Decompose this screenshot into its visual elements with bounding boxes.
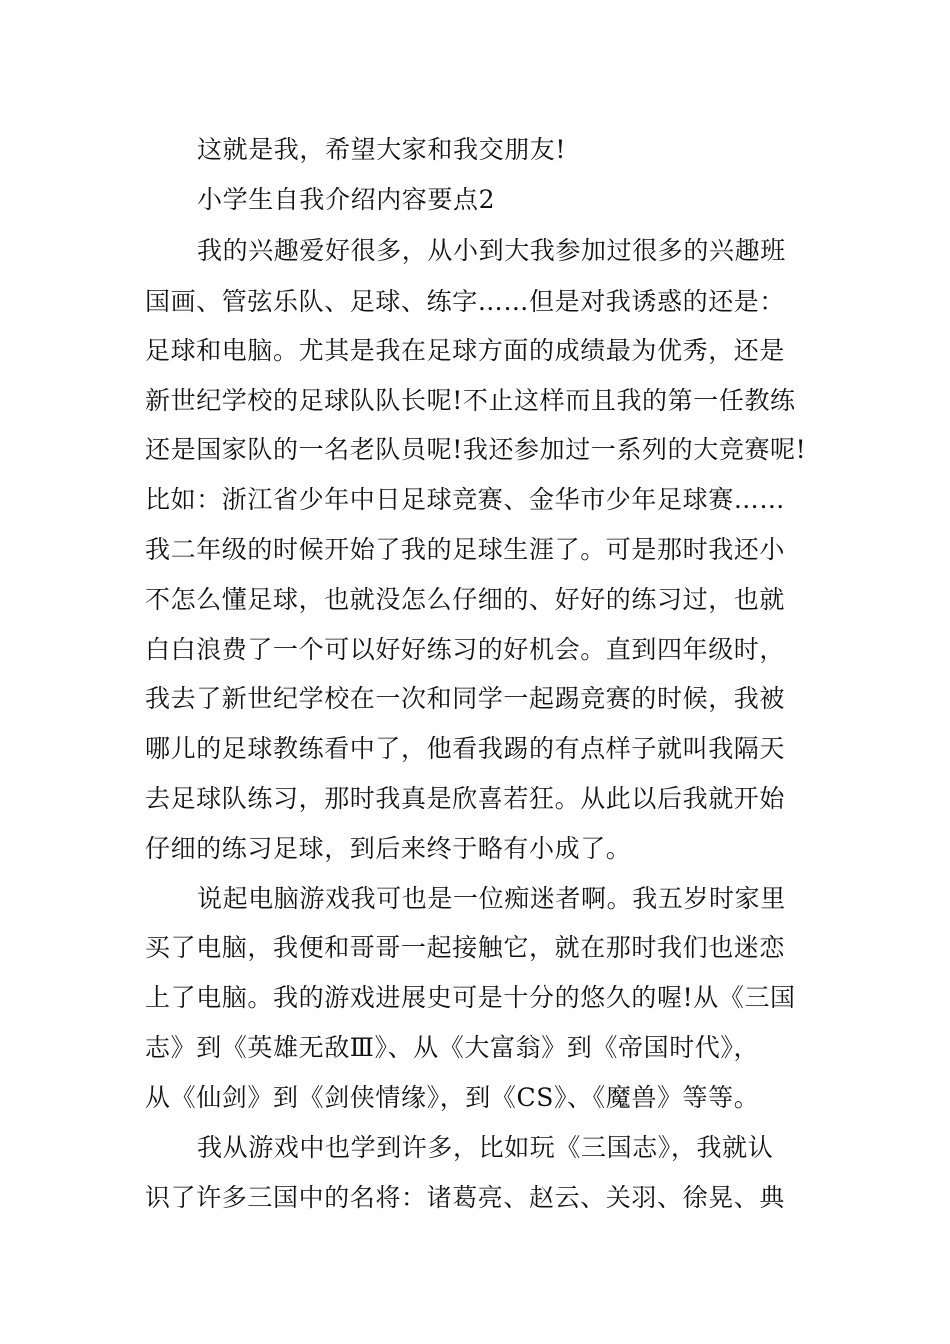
text-line: 新世纪学校的足球队队长呢!不止这样而且我的第一任教练 [145,386,796,415]
text-line: 比如：浙江省少年中日足球竞赛、金华市少年足球赛…… [145,485,786,514]
text-line: 去足球队练习，那时我真是欣喜若狂。从此以后我就开始 [145,784,786,813]
text-line: 还是国家队的一名老队员呢!我还参加过一系列的大竞赛呢! [145,435,807,464]
text-line: 我的兴趣爱好很多，从小到大我参加过很多的兴趣班 [197,236,786,265]
text-line: 我二年级的时候开始了我的足球生涯了。可是那时我还小 [145,535,786,564]
text-line: 仔细的练习足球，到后来终于略有小成了。 [145,834,632,863]
text-line: 从《仙剑》到《剑侠情缘》，到《CS》、《魔兽》等等。 [145,1083,760,1112]
text-line: 识了许多三国中的名将：诸葛亮、赵云、关羽、徐晃、典 [145,1183,786,1212]
text-line: 国画、管弦乐队、足球、练字……但是对我诱惑的还是： [145,287,786,316]
text-line: 不怎么懂足球，也就没怎么仔细的、好好的练习过，也就 [145,585,786,614]
text-line: 志》到《英雄无敌Ⅲ》、从《大富翁》到《帝国时代》， [145,1033,760,1062]
text-line: 上了电脑。我的游戏进展史可是十分的悠久的喔!从《三国 [145,983,796,1012]
text-line: 说起电脑游戏我可也是一位痴迷者啊。我五岁时家里 [197,884,786,913]
section-heading: 小学生自我介绍内容要点2 [197,185,496,214]
text-line: 这就是我，希望大家和我交朋友! [197,135,567,164]
text-line: 哪儿的足球教练看中了，他看我踢的有点样子就叫我隔天 [145,734,786,763]
text-line: 白白浪费了一个可以好好练习的好机会。直到四年级时， [145,635,786,664]
text-line: 足球和电脑。尤其是我在足球方面的成绩最为优秀，还是 [145,336,786,365]
text-line: 买了电脑，我便和哥哥一起接触它，就在那时我们也迷恋 [145,933,786,962]
text-line: 我从游戏中也学到许多，比如玩《三国志》，我就认 [197,1133,774,1162]
text-line: 我去了新世纪学校在一次和同学一起踢竞赛的时候，我被 [145,684,786,713]
